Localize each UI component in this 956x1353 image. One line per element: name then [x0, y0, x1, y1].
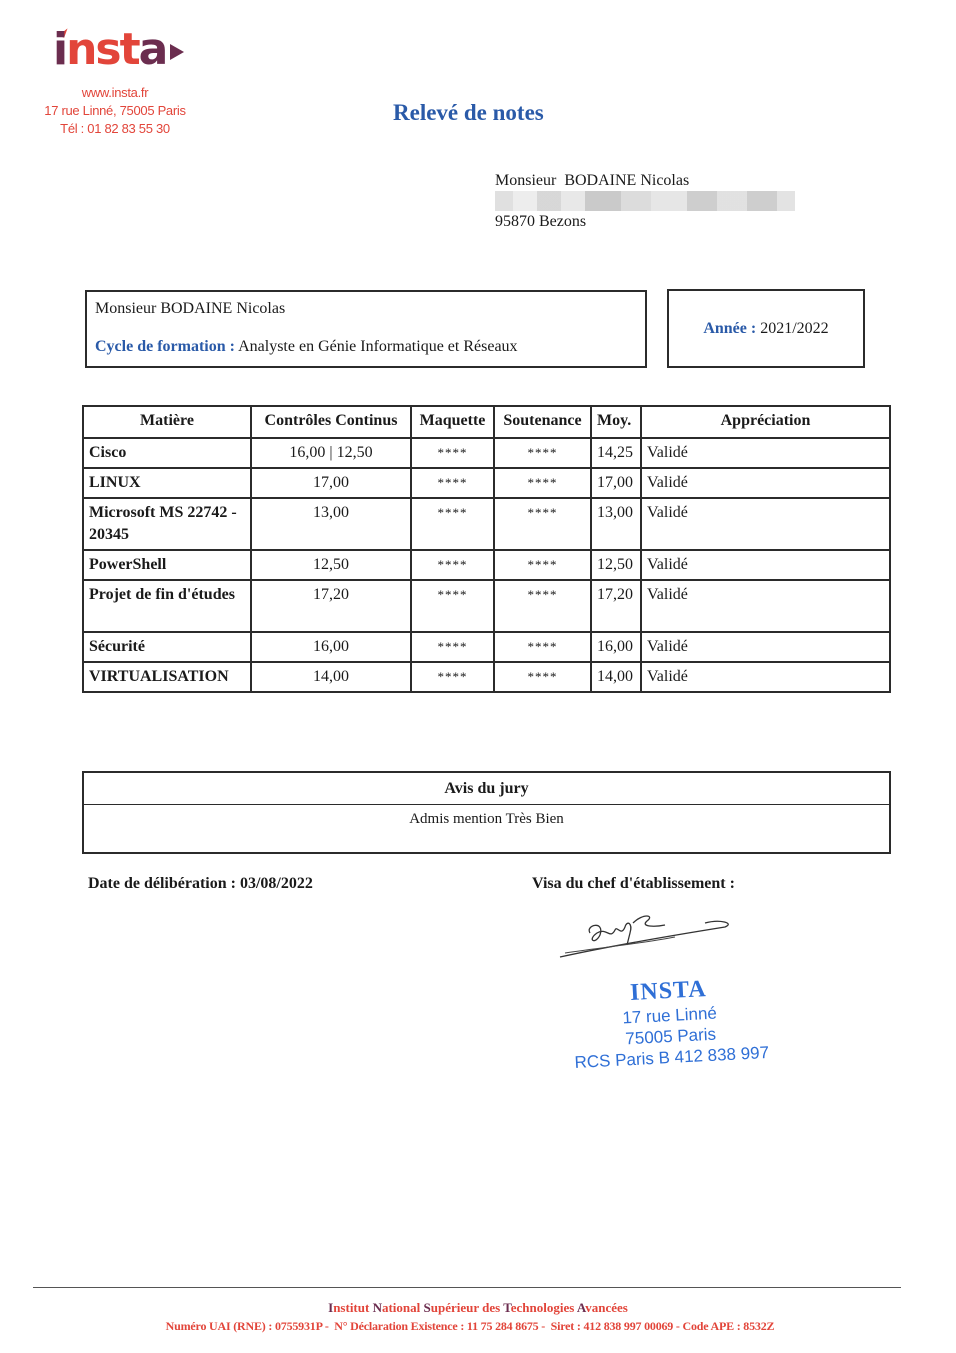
page-title: Relevé de notes [393, 100, 544, 125]
signature-icon [555, 905, 735, 965]
jury-decision: Admis mention Très Bien [409, 811, 564, 827]
footer-divider [33, 1287, 901, 1288]
year-value: 2021/2022 [760, 320, 829, 337]
table-row [83, 468, 890, 498]
table-row [83, 580, 890, 632]
initial-letter: N [372, 1300, 382, 1315]
footer-legal-info: Numéro UAI (RNE) : 0755931P - N° Déclaration Existence : 11 75 284 8675 - Siret : 412 838 997 00069 - Code APE : 8532Z [165, 1319, 775, 1333]
moy-cell: 17,00 [591, 468, 641, 498]
recipient-name: Monsieur BODAINE Nicolas [495, 172, 690, 189]
maquette-cell: **** [411, 580, 494, 632]
student-info-box [85, 290, 647, 368]
redacted-street [495, 191, 795, 211]
cc-cell: 12,50 [251, 550, 411, 580]
table-row [83, 662, 890, 692]
year-label: Année : [703, 320, 757, 337]
student-name: Monsieur BODAINE Nicolas [95, 300, 286, 317]
jury-title: Avis du jury [84, 773, 889, 805]
subject-cell: Cisco [83, 438, 251, 468]
col-header-soutenance: Soutenance [494, 406, 591, 438]
appreciation-cell: Validé [641, 632, 890, 662]
moy-cell: 16,00 [591, 632, 641, 662]
insta-logo [53, 26, 185, 74]
soutenance-cell: **** [494, 632, 591, 662]
table-row [83, 632, 890, 662]
maquette-cell: **** [411, 498, 494, 550]
cc-cell: 17,00 [251, 468, 411, 498]
school-phone: Tél : 01 82 83 55 30 [60, 121, 170, 136]
word-fragment: upérieur des [430, 1300, 504, 1315]
cc-cell: 16,00 [251, 632, 411, 662]
website-link[interactable]: www.insta.fr [81, 85, 149, 100]
soutenance-cell: **** [494, 580, 591, 632]
cycle-value: Analyste en Génie Informatique et Réseaux [238, 338, 518, 355]
jury-box [82, 771, 891, 854]
recipient-city: 95870 Bezons [495, 213, 587, 230]
subject-cell: VIRTUALISATION [83, 662, 251, 692]
cycle-row [95, 338, 637, 356]
moy-cell: 12,50 [591, 550, 641, 580]
play-triangle-icon [170, 44, 184, 60]
initial-letter: I [328, 1300, 334, 1315]
soutenance-cell: **** [494, 498, 591, 550]
subject-cell: PowerShell [83, 550, 251, 580]
word-fragment: echnologies [510, 1300, 577, 1315]
maquette-cell: **** [411, 662, 494, 692]
initial-letter: S [423, 1300, 431, 1315]
stamp-name: INSTA [629, 976, 708, 1007]
stamp-street: 17 rue Linné [621, 1003, 718, 1028]
maquette-cell: **** [411, 550, 494, 580]
moy-cell: 14,00 [591, 662, 641, 692]
table-row [83, 438, 890, 468]
maquette-cell: **** [411, 438, 494, 468]
subject-cell: Sécurité [83, 632, 251, 662]
moy-cell: 13,00 [591, 498, 641, 550]
soutenance-cell: **** [494, 550, 591, 580]
visa-label: Visa du chef d'établissement : [532, 875, 735, 892]
appreciation-cell: Validé [641, 662, 890, 692]
appreciation-cell: Validé [641, 498, 890, 550]
col-header-cc: Contrôles Continus [251, 406, 411, 438]
footer-institute-name [0, 1300, 956, 1316]
soutenance-cell: **** [494, 662, 591, 692]
cycle-label: Cycle de formation : [95, 338, 235, 355]
subject-cell: Projet de fin d'études [83, 580, 251, 632]
col-header-subject: Matière [83, 406, 251, 438]
recipient-address [495, 170, 795, 232]
cc-cell: 17,20 [251, 580, 411, 632]
cc-cell: 16,00 | 12,50 [251, 438, 411, 468]
table-row [83, 550, 890, 580]
deliberation-date: Date de délibération : 03/08/2022 [88, 875, 313, 892]
word-fragment: vancées [585, 1300, 628, 1315]
table-header-row [83, 406, 890, 438]
logo-wordmark: insta [53, 24, 167, 75]
grades-table [82, 405, 891, 693]
maquette-cell: **** [411, 468, 494, 498]
initial-letter: A [576, 1300, 586, 1315]
col-header-maquette: Maquette [411, 406, 494, 438]
stamp-rcs: RCS Paris B 412 838 997 [574, 1042, 770, 1073]
col-header-appreciation: Appréciation [641, 406, 890, 438]
initial-letter: T [503, 1300, 511, 1315]
soutenance-cell: **** [494, 438, 591, 468]
word-fragment: nstitut [333, 1300, 373, 1315]
school-stamp [553, 972, 787, 1074]
school-contact [30, 84, 200, 138]
cc-cell: 13,00 [251, 498, 411, 550]
school-address: 17 rue Linné, 75005 Paris [44, 103, 186, 118]
cc-cell: 14,00 [251, 662, 411, 692]
appreciation-cell: Validé [641, 438, 890, 468]
subject-cell: Microsoft MS 22742 - 20345 [83, 498, 251, 550]
stamp-city: 75005 Paris [624, 1024, 717, 1049]
appreciation-cell: Validé [641, 468, 890, 498]
subject-cell: LINUX [83, 468, 251, 498]
soutenance-cell: **** [494, 468, 591, 498]
word-fragment: ational [381, 1300, 424, 1315]
appreciation-cell: Validé [641, 550, 890, 580]
appreciation-cell: Validé [641, 580, 890, 632]
moy-cell: 17,20 [591, 580, 641, 632]
maquette-cell: **** [411, 632, 494, 662]
table-row [83, 498, 890, 550]
col-header-moy: Moy. [591, 406, 641, 438]
moy-cell: 14,25 [591, 438, 641, 468]
year-box [667, 289, 865, 368]
